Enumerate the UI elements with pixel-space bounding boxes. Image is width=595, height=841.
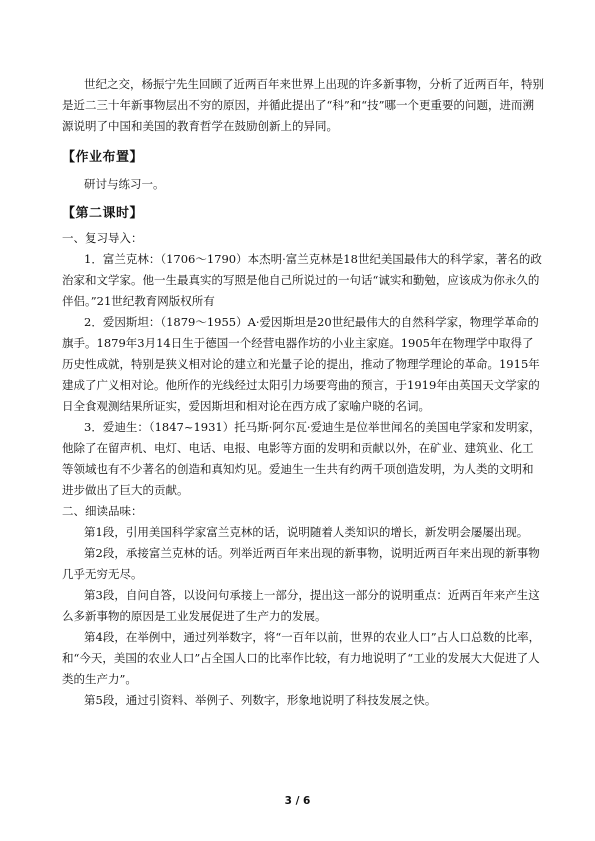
reading-paragraph-3: 第3段，自问自答，以设问句承接上一部分，提出这一部分的说明重点：近两百年来产生这么多新事物的原因是工业发展促进了生产力的发展。 [62, 588, 540, 623]
lesson2-body [62, 228, 544, 711]
reading-paragraph-2: 第2段，承接富兰克林的话。列举近两百年来出现的新事物，说明近两百年来出现的新事物几乎无穷无尽。 [62, 546, 540, 581]
assignment-heading: 【作业布置】 [62, 150, 144, 165]
reading-paragraph-4: 第4段，在举例中，通过列举数字，将“一百年以前，世界的农业人口”占人口总数的比率，和“今天，美国的农业人口”占全国人口的比率作比较，有力地说明了“工业的发展大大促进了人类的生产力”。 [62, 630, 541, 686]
reading-paragraph-5: 第5段，通过引资料、举例子、列数字，形象地说明了科技发展之快。 [84, 693, 437, 707]
intro-section [62, 74, 544, 137]
page-number: 3 / 6 [284, 795, 311, 807]
lesson2-heading: 【第二课时】 [62, 206, 144, 221]
review-item-2: 2．爱因斯坦：（1879～1955）A·爱因斯坦是20世纪最伟大的自然科学家，物理学革命的旗手。1879年3月14日生于德国一个经营电器作坊的小业主家庭。1905年在物理学中取得了历史性成就，特别是狭义相对论的建立和光量子论的提出，推动了物理学理论的革命。1915年建成了广义相对论。他所作的光线经过太阳引力场要弯曲的预言，于1919年由英国天文学家的日全食观测结果所证实，爱因斯坦和相对论在西方成了家喻户晓的名词。 [62, 315, 540, 413]
reading-title: 二、细读品味： [62, 504, 143, 518]
intro-paragraph: 世纪之交，杨振宁先生回顾了近两百年来世界上出现的许多新事物，分析了近两百年，特别是近二三十年新事物层出不穷的原因，并循此提出了“科”和“技”哪一个更重要的问题，进而溯源说明了中国和美国的教育哲学在鼓励创新上的异同。 [62, 77, 544, 133]
review-item-3: 3．爱迪生：（1847~1931）托马斯·阿尔瓦·爱迪生是位举世闻名的美国电学家和发明家，他除了在留声机、电灯、电话、电报、电影等方面的发明和贡献以外，在矿业、建筑业、化工等领域也有不少著名的创造和真知灼见。爱迪生一生共有约两千项创造发明，为人类的文明和进步做出了巨大的贡献。 [62, 420, 541, 497]
assignment-section [62, 174, 544, 195]
assignment-text: 研讨与练习一。 [84, 177, 165, 191]
review-title: 一、复习导入： [62, 231, 143, 245]
review-item-1: 1．富兰克林：（1706～1790）本杰明·富兰克林是18世纪美国最伟大的科学家，著名的政治家和文学家。他一生最真实的写照是他自己所说过的一句话“诚实和勤勉，应该成为你永久的伴侣。”21世纪教育网版权所有 [62, 252, 542, 308]
reading-paragraph-1: 第1段，引用美国科学家富兰克林的话，说明随着人类知识的增长，新发明会屡屡出现。 [84, 525, 529, 539]
